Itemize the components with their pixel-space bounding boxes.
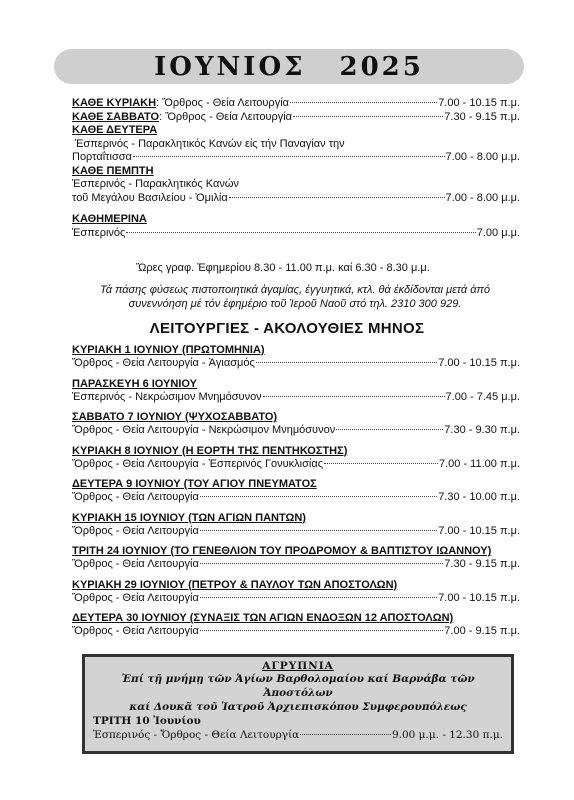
daily-service: Ἑσπερινός xyxy=(72,226,126,239)
service-heading: ΠΑΡΑΣΚΕΥΗ 6 ΙΟΥΝΙΟΥ xyxy=(72,377,197,390)
vigil-row xyxy=(85,728,511,742)
saturday-time: 7.30 - 9.15 π.μ. xyxy=(444,110,520,123)
vigil-day: ΤΡΙΤΗ 10 Ἰουνίου xyxy=(93,715,201,727)
service-time: 7.00 - 11.00 π.μ. xyxy=(439,457,520,470)
service-heading: ΚΥΡΙΑΚΗ 29 ΙΟΥΝΙΟΥ (ΠΕΤΡΟΥ & ΠΑΥΛΟΥ ΤΩΝ ΑΠΟΣΤΟΛΩΝ) xyxy=(72,578,398,591)
page-title xyxy=(54,49,524,84)
list-item xyxy=(72,578,520,606)
monday-service-line1: Ἑσπερινός - Παρακλητικός Κανών εἰς τήν Παναγίαν την xyxy=(75,137,345,150)
vigil-dedication-line1: Ἐπί τῇ μνήμῃ τῶν Ἁγίων Βαρθολομαίου καί Βαρνάβα τῶν Ἀποστόλων xyxy=(121,673,475,699)
service-description: Ὄρθρος - Θεία Λειτουργία xyxy=(72,625,199,637)
list-item xyxy=(72,444,520,472)
monthly-services xyxy=(72,343,520,645)
service-time: 7.00 - 10.15 π.μ. xyxy=(438,524,520,537)
service-time: 7.00 - 10.15 π.μ. xyxy=(438,591,520,604)
service-time: 7.00 - 10.15 π.μ. xyxy=(438,357,520,369)
daily-label: ΚΑΘΗΜΕΡΙΝΑ xyxy=(72,213,147,225)
vigil-dedication-line2: καί Δουκᾶ τοῦ Ἰατροῦ Ἀρχιεπισκόπου Συμφερουπόλεως xyxy=(129,701,467,713)
list-item xyxy=(72,477,520,505)
saturday-service: Ὄρθρος - Θεία Λειτουργία xyxy=(165,110,293,123)
thursday-time: 7.00 - 8.00 μ.μ. xyxy=(445,191,520,204)
thursday-row xyxy=(72,192,520,206)
saturday-label: ΚΑΘΕ ΣΑΒΒΑΤΟ xyxy=(72,110,160,123)
service-description: Ὄρθρος - Θεία Λειτουργία - Νεκρώσιμον Μνημόσυνον xyxy=(72,424,336,436)
weekly-schedule xyxy=(72,97,520,240)
daily-time: 7.00 μ.μ. xyxy=(476,226,520,239)
month-label: ΙΟΥΝΙΟΣ xyxy=(154,51,306,82)
section-title: ΛΕΙΤΟΥΡΓΙΕΣ - ΑΚΟΛΟΥΘΙΕΣ ΜΗΝΟΣ xyxy=(149,320,425,337)
thursday-service-line2: τοῦ Μεγάλου Βασιλείου - Ὁμιλία xyxy=(72,191,228,204)
service-description: Ὄρθρος - Θεία Λειτουργία xyxy=(72,558,199,570)
service-time: 7.30 - 9.15 π.μ. xyxy=(444,558,520,570)
service-description: Ὄρθρος - Θεία Λειτουργία xyxy=(72,491,199,503)
service-description: Ἑσπερινός - Νεκρώσιμον Μνημόσυνον xyxy=(72,390,262,403)
service-time: 7.00 - 7.45 μ.μ. xyxy=(445,390,520,403)
service-description: Ὄρθρος - Θεία Λειτουργία xyxy=(72,591,199,604)
office-hours: Ὥρες γραφ. Ἐφημερίου 8.30 - 11.00 π.μ. καί 6.30 - 8.30 μ.μ. xyxy=(136,262,430,274)
sunday-row: ΚΑΘΕ ΚΥΡΙΑΚΗ: Ὄρθρος - Θεία Λειτουργία 7.00 - 10.15 π.μ. xyxy=(72,97,520,109)
service-time: 7.30 - 9.30 π.μ. xyxy=(444,424,520,436)
list-item xyxy=(72,377,520,405)
sunday-service: Ὄρθρος - Θεία Λειτουργία xyxy=(162,97,289,109)
list-item xyxy=(72,544,520,572)
sunday-label: ΚΑΘΕ ΚΥΡΙΑΚΗ xyxy=(72,97,157,109)
vigil-title: ΑΓΡΥΠΝΙΑ xyxy=(262,660,334,672)
thursday-service-line1: Ἑσπερινός - Παρακλητικός Κανών xyxy=(72,178,239,190)
service-heading: ΚΥΡΙΑΚΗ 1 ΙΟΥΝΙΟΥ (ΠΡΩΤΟΜΗΝΙΑ) xyxy=(72,344,265,356)
vigil-time: 9.00 μ.μ. - 12.30 π.μ. xyxy=(391,729,503,741)
monday-row xyxy=(72,151,520,165)
service-description: Ὄρθρος - Θεία Λειτουργία - Ἑσπερινός Γονυκλισίας xyxy=(72,457,323,470)
list-item xyxy=(72,410,520,438)
service-heading: ΔΕΥΤΕΡΑ 9 ΙΟΥΝΙΟΥ (ΤΟΥ ΑΓΙΟΥ ΠΝΕΥΜΑΤΟΣ xyxy=(72,478,317,490)
sunday-time: 7.00 - 10.15 π.μ. xyxy=(438,97,520,109)
service-heading: ΣΑΒΒΑΤΟ 7 ΙΟΥΝΙΟΥ (ΨΥΧΟΣΑΒΒΑΤΟ) xyxy=(72,411,278,423)
monday-service-line2: Πορταΐτισσα xyxy=(72,151,132,163)
monday-label: ΚΑΘΕ ΔΕΥΤΕΡΑ xyxy=(72,124,158,136)
service-heading: ΤΡΙΤΗ 24 ΙΟΥΝΙΟΥ (ΤΟ ΓΕΝΕΘΛΙΟΝ ΤΟΥ ΠΡΟΔΡΟΜΟΥ & ΒΑΠΤΙΣΤΟΥ ΙΩΑΝΝΟΥ) xyxy=(72,545,492,557)
daily-row xyxy=(72,227,520,241)
service-time: 7.00 - 9.15 π.μ. xyxy=(444,625,520,637)
monday-time: 7.00 - 8.00 μ.μ. xyxy=(445,151,520,163)
list-item xyxy=(72,343,520,371)
service-heading: ΔΕΥΤΕΡΑ 30 ΙΟΥΝΙΟΥ (ΣΥΝΑΞΙΣ ΤΩΝ ΑΓΙΩΝ ΕΝΔΟΞΩΝ 12 ΑΠΟΣΤΟΛΩΝ) xyxy=(72,612,454,624)
thursday-label: ΚΑΘΕ ΠΕΜΠΤΗ xyxy=(72,164,154,177)
service-description: Ὄρθρος - Θεία Λειτουργία - Ἁγιασμός xyxy=(72,357,255,369)
month-header-band xyxy=(54,49,524,84)
list-item xyxy=(72,511,520,539)
service-heading: ΚΥΡΙΑΚΗ 15 ΙΟΥΝΙΟΥ (ΤΩΝ ΑΓΙΩΝ ΠΑΝΤΩΝ) xyxy=(72,511,306,524)
service-description: Ὄρθρος - Θεία Λειτουργία xyxy=(72,524,199,537)
service-time: 7.30 - 10.00 π.μ. xyxy=(438,491,520,503)
certificates-note: Τά πάσης φύσεως πιστοποιητικά ἀγαμίας, ἐγγυητικά, κτλ. θά ἐκδίδονται μετά ἀπό συνεννόηση μέ τόν ἐφημέριο τοῦ Ἱεροῦ Ναοῦ στό τηλ. 2310 300 929. xyxy=(100,284,490,310)
service-heading: ΚΥΡΙΑΚΗ 8 ΙΟΥΝΙΟΥ (Η ΕΟΡΤΗ ΤΗΣ ΠΕΝΤΗΚΟΣΤΗΣ) xyxy=(72,444,348,457)
vigil-service: Ἑσπερινός - Ὄρθρος - Θεία Λειτουργία xyxy=(93,729,300,741)
saturday-row: ΚΑΘΕ ΣΑΒΒΑΤΟ: Ὄρθρος - Θεία Λειτουργία 7.30 - 9.15 π.μ. xyxy=(72,110,520,123)
vigil-box xyxy=(82,654,514,754)
list-item xyxy=(72,611,520,639)
year-label: 2025 xyxy=(339,51,424,82)
